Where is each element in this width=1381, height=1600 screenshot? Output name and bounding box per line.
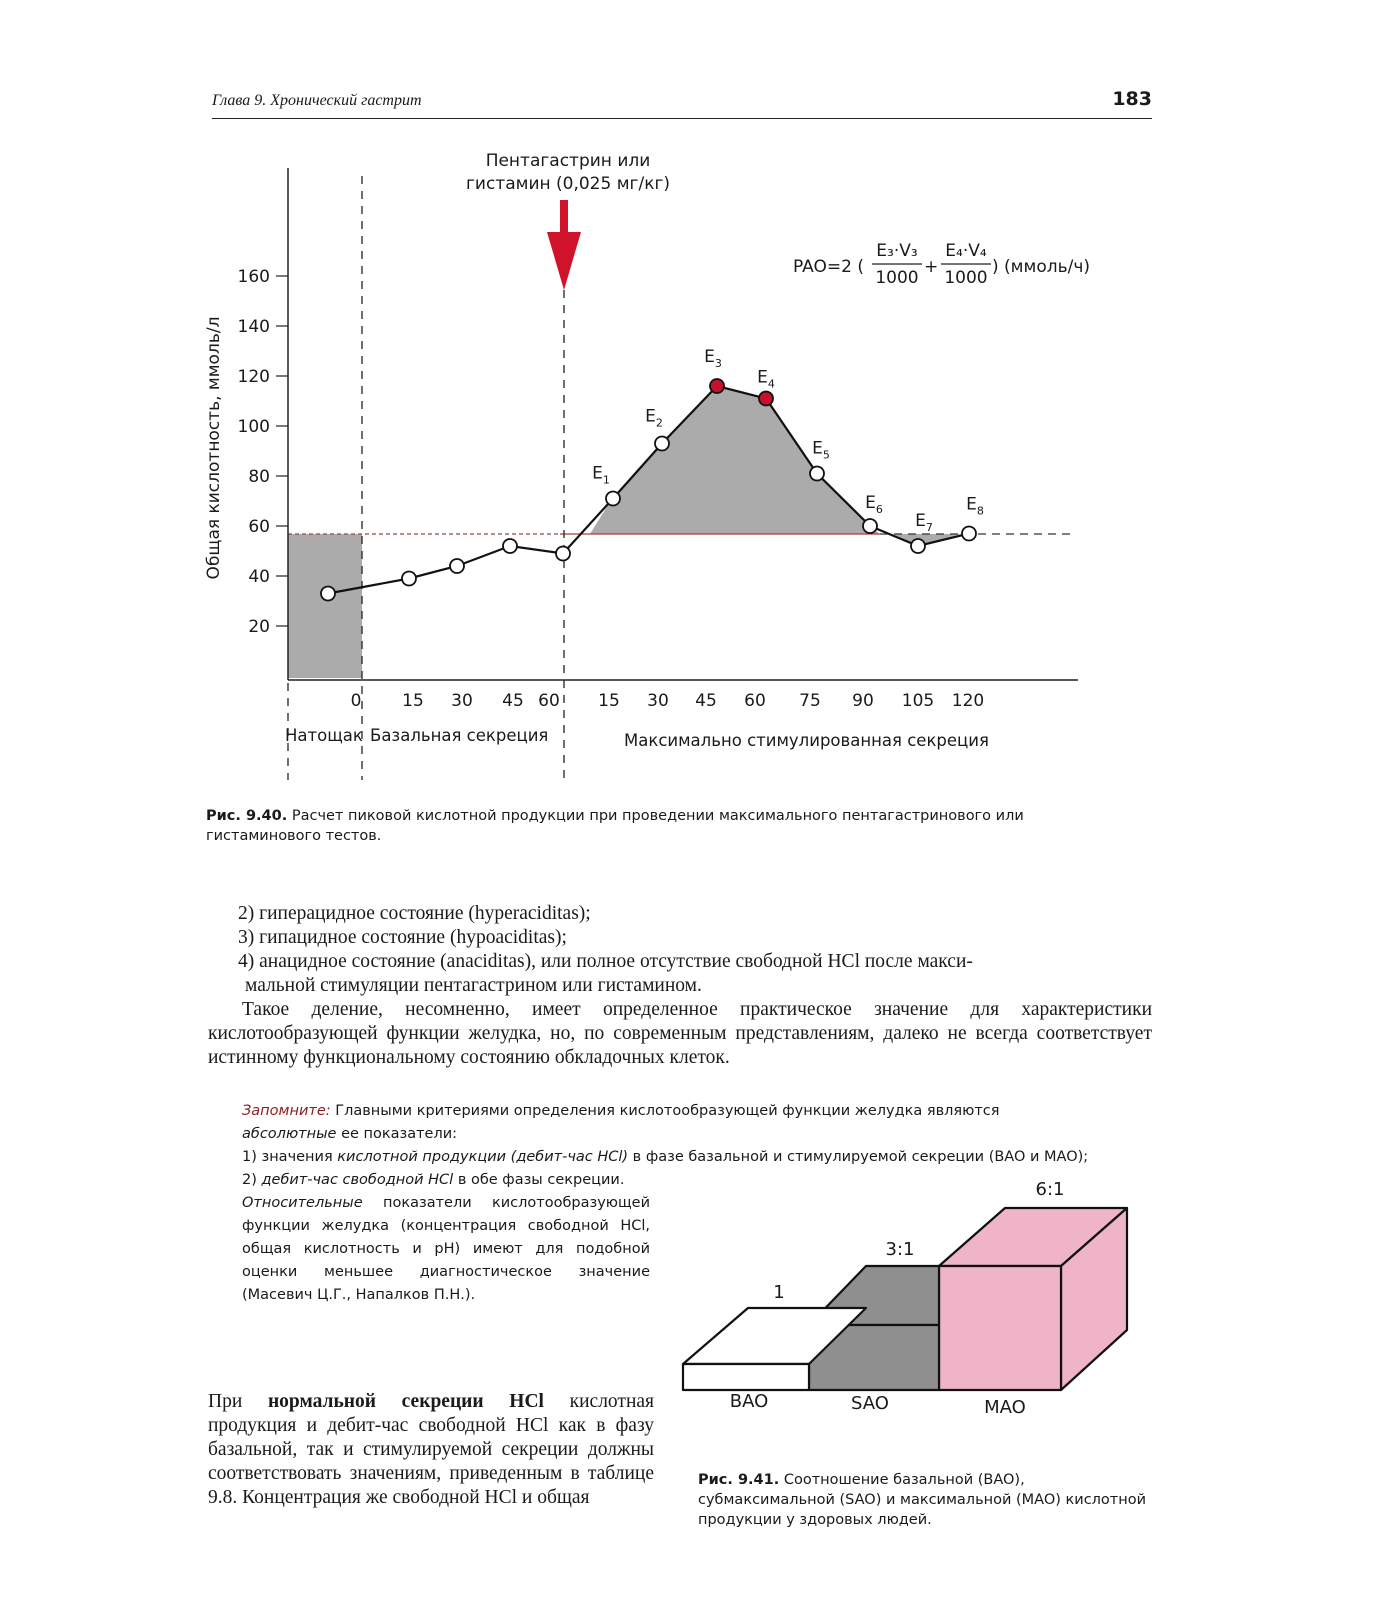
point-label-e8: $E_8$ — [966, 494, 984, 518]
remember-rel-text: показатели кислотообразующей функции желудка (концентрация свободной HCl, общая кислотность и pH) имеют для подобной оценки меньшее диагностическое значение (Масевич Ц.Г., Напалков П.Н.). — [242, 1195, 650, 1303]
data-point-e1 — [606, 492, 620, 506]
data-point-e2 — [655, 437, 669, 451]
y-tick-label: 20 — [248, 617, 270, 637]
data-point-e4 — [759, 392, 773, 406]
fig40-caption-label: Рис. 9.40. — [206, 808, 288, 824]
list-item: 2) гиперацидное состояние (hyperaciditas); — [238, 903, 591, 924]
remember-item2-b: в обе фазы секреции. — [457, 1172, 625, 1188]
formula-rhs: ) (ммоль/ч) — [992, 257, 1091, 277]
pao-formula — [793, 241, 1090, 288]
body-bottom-paragraph — [208, 1390, 654, 1510]
arrow-label-line1: Пентагастрин или — [485, 151, 651, 171]
label-mao: MAO — [984, 1397, 1026, 1418]
stimulated-area-shade — [590, 387, 880, 534]
data-point-e7 — [911, 539, 925, 553]
ratio-mao: 6:1 — [1035, 1178, 1065, 1200]
y-tick-label: 40 — [248, 567, 270, 587]
x-tick-label: 30 — [451, 691, 473, 711]
figure-9-40-caption — [206, 806, 1116, 846]
point-label-e2: $E_2$ — [645, 406, 663, 430]
page-number: 183 — [1112, 88, 1152, 110]
data-point-e5 — [810, 467, 824, 481]
point-label-e6: $E_6$ — [865, 493, 883, 516]
y-axis-label: Общая кислотность, ммоль/л — [204, 316, 224, 580]
x-tick-label: 60 — [744, 691, 766, 711]
y-tick-label: 80 — [248, 467, 270, 487]
fig40-caption-text: Расчет пиковой кислотной продукции при проведении максимального пентагастринового или гистаминового тестов. — [206, 808, 1024, 844]
label-sao: SAO — [851, 1393, 889, 1414]
remember-rel-ital: Относительные — [242, 1195, 363, 1211]
list-item-continuation: мальной стимуляции пентагастрином или гистамином. — [245, 975, 702, 996]
x-tick-label: 105 — [901, 691, 935, 711]
point-label-e5: $E_5$ — [812, 438, 830, 462]
fig41-caption-text: Соотношение базальной (BAO), субмаксимальной (SAO) и максимальной (MAO) кислотной продукции у здоровых людей. — [698, 1472, 1147, 1528]
ratio-bao: 1 — [773, 1282, 785, 1303]
point-label-e3: $E_3$ — [704, 347, 722, 370]
data-point-e6 — [863, 519, 877, 533]
fasting-shade — [288, 534, 362, 678]
x-tick-label: 15 — [402, 691, 424, 711]
data-point — [402, 572, 416, 586]
point-label-e1: $E_1$ — [592, 463, 610, 487]
paragraph: Такое деление, несомненно, имеет определенное практическое значение для характеристики кислотообразующей функции желудка, но, по современным представлениям, далеко не всегда соответствует истинному функциональному состоянию обкладочных клеток. — [208, 999, 1152, 1068]
remember-item-1 — [242, 1146, 1122, 1169]
formula-num1: E₃·V₃ — [876, 241, 918, 261]
fig41-caption-label: Рис. 9.41. — [698, 1472, 780, 1488]
x-tick-label: 120 — [951, 691, 985, 711]
formula-den1: 1000 — [875, 268, 919, 288]
body-text — [208, 902, 1152, 1070]
formula-lhs: PAO=2 ( — [793, 257, 864, 277]
phase-label-basal: Базальная секреция — [370, 726, 549, 745]
phase-label-stimulated: Максимально стимулированная секреция — [624, 731, 989, 750]
y-tick-marks — [276, 276, 288, 626]
figure-9-41-caption — [698, 1470, 1148, 1530]
list-item: 4) анацидное состояние (anaciditas), или полное отсутствие свободной HCl после макси- — [238, 951, 973, 972]
x-tick-label: 75 — [799, 691, 821, 711]
body-bottom-bold: нормальной секреции HCl — [267, 1391, 544, 1412]
remember-item1-a: 1) значения — [242, 1149, 333, 1165]
point-label-e7: $E_7$ — [915, 511, 933, 534]
data-point — [450, 559, 464, 573]
remember-intro-ital: абсолютные — [242, 1126, 337, 1142]
label-bao: BAO — [729, 1391, 769, 1412]
remember-item1-b: в фазе базальной и стимулируемой секреции (BAO и MAO); — [632, 1149, 1089, 1165]
x-tick-label: 60 — [538, 691, 560, 711]
remember-label: Запомните: — [242, 1103, 331, 1119]
data-point — [556, 547, 570, 561]
x-tick-label: 15 — [598, 691, 620, 711]
y-tick-label: 140 — [237, 317, 270, 337]
x-tick-label: 45 — [695, 691, 717, 711]
body-bottom-b: кислотная продукция и дебит-час свободной HCl как в фазу базальной, так и стимулируемой секреции должны соответствовать значениям, приведенным в таблице 9.8. Концентрация же свободной HCl и общая — [208, 1391, 655, 1508]
data-point-e3 — [710, 379, 724, 393]
remember-intro-text: Главными критериями определения кислотообразующей функции желудка являются — [335, 1103, 1000, 1119]
list-item: 3) гипацидное состояние (hypoaciditas); — [238, 927, 567, 948]
x-tick-label: 45 — [502, 691, 524, 711]
figure-9-41-diagram — [690, 1178, 1160, 1468]
formula-den2: 1000 — [944, 268, 988, 288]
y-tick-label: 60 — [248, 517, 270, 537]
point-label-e4: $E_4$ — [757, 367, 775, 391]
formula-num2: E₄·V₄ — [945, 241, 987, 261]
x-tick-label: 90 — [852, 691, 874, 711]
bao-slab-front — [683, 1364, 809, 1390]
y-tick-label: 100 — [237, 417, 270, 437]
remember-item1-ital: кислотной продукции (дебит-час HCl) — [337, 1149, 629, 1165]
remember-item-2 — [242, 1169, 650, 1192]
remember-intro — [242, 1100, 1122, 1146]
data-point — [503, 539, 517, 553]
mao-cube-front — [939, 1266, 1061, 1390]
phase-label-fasting: Натощак — [285, 726, 363, 745]
remember-item2-ital: дебит-час свободной HCl — [261, 1172, 454, 1188]
formula-plus: + — [924, 257, 939, 277]
data-point — [321, 587, 335, 601]
remember-relative — [242, 1192, 650, 1307]
body-bottom-a: При — [208, 1391, 243, 1412]
ratio-sao: 3:1 — [885, 1239, 915, 1260]
y-tick-label: 120 — [237, 367, 270, 387]
x-tick-label: 0 — [350, 691, 362, 711]
remember-item2-a: 2) — [242, 1172, 257, 1188]
arrow-label-line2: гистамин (0,025 мг/кг) — [465, 174, 671, 194]
arrow-head-icon — [547, 232, 581, 290]
running-title: Глава 9. Хронический гастрит — [212, 92, 422, 109]
data-point-e8 — [962, 527, 976, 541]
y-tick-label: 160 — [237, 267, 270, 287]
remember-intro-end: ее показатели: — [341, 1126, 458, 1142]
x-tick-label: 30 — [647, 691, 669, 711]
